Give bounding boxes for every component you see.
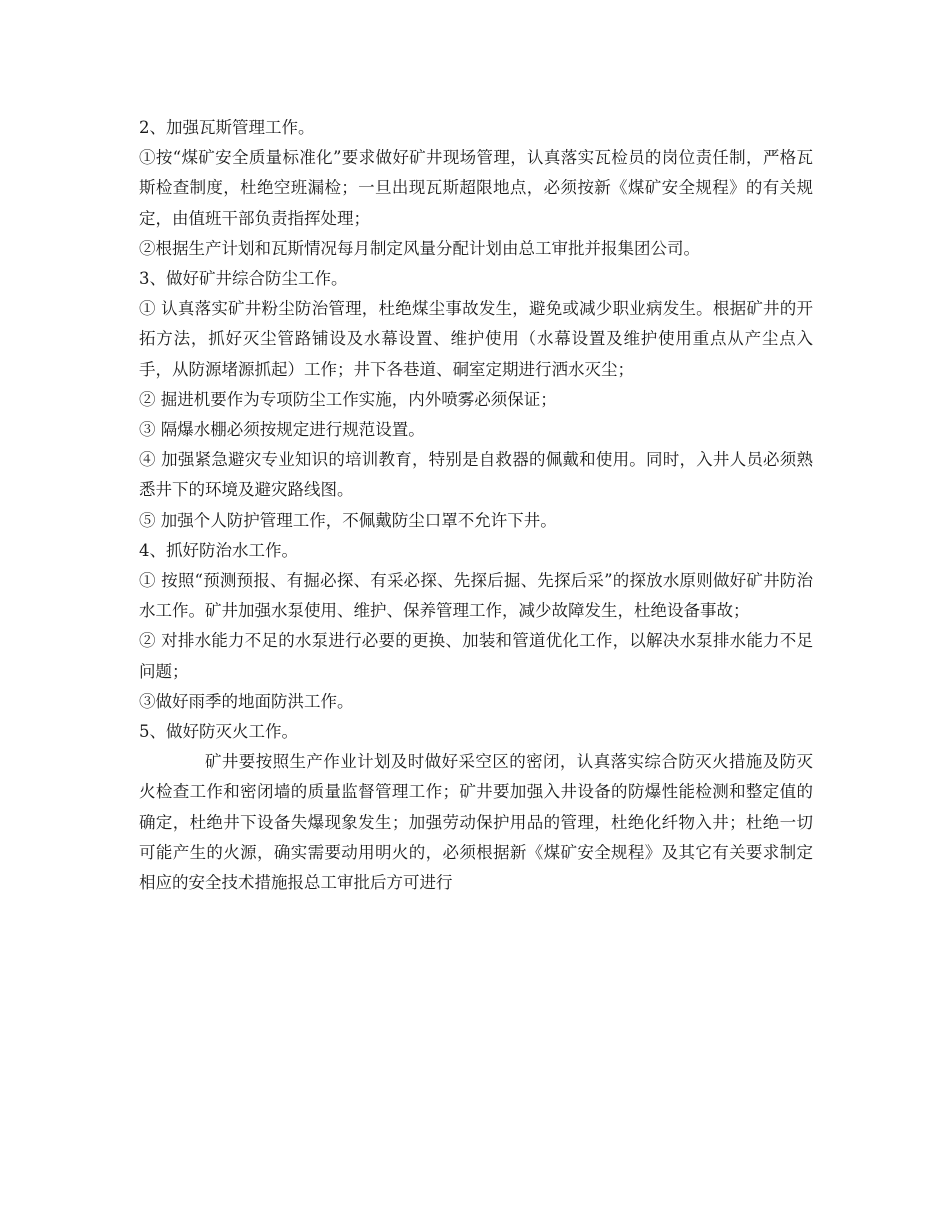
paragraph-fire-1: 矿井要按照生产作业计划及时做好采空区的密闭，认真落实综合防灭火措施及防灭火检查工作和密闭墙的质量监督管理工作；矿井要加强入井设备的防爆性能检测和整定值的确定，杜绝井下设备失爆现象发生；加强劳动保护用品的管理，杜绝化纤物入井；杜绝一切可能产生的火源，确实需要动用明火的，必须根据新《煤矿安全规程》及其它有关要求制定相应的安全技术措施报总工审批后方可进行 xyxy=(139,752,813,893)
paragraph-water-2: ② 对排水能力不足的水泵进行必要的更换、加装和管道优化工作，以解决水泵排水能力不足问题； xyxy=(139,631,813,681)
paragraph-dust-1: ① 认真落实矿井粉尘防治管理，杜绝煤尘事故发生，避免或减少职业病发生。根据矿井的开拓方法，抓好灭尘管路铺设及水幕设置、维护使用（水幕设置及维护使用重点从产尘点入手，从防源堵源抓起）工作；井下各巷道、硐室定期进行洒水灭尘； xyxy=(139,299,813,379)
section-heading-3: 3、做好矿井综合防尘工作。 xyxy=(139,269,348,289)
paragraph-dust-2: ② 掘进机要作为专项防尘工作实施，内外喷雾必须保证； xyxy=(139,389,557,409)
paragraph-dust-5: ⑤ 加强个人防护管理工作，不佩戴防尘口罩不允许下井。 xyxy=(139,510,557,530)
section-heading-4: 4、抓好防治水工作。 xyxy=(139,540,298,560)
paragraph-gas-1: ①按“煤矿安全质量标准化”要求做好矿井现场管理，认真落实瓦检员的岗位责任制，严格瓦斯检查制度，杜绝空班漏检；一旦出现瓦斯超限地点，必须按新《煤矿安全规程》的有关规定，由值班干部负责指挥处理； xyxy=(139,148,813,228)
paragraph-gas-2: ②根据生产计划和瓦斯情况每月制定风量分配计划由总工审批并报集团公司。 xyxy=(139,238,700,258)
paragraph-dust-4: ④ 加强紧急避灾专业知识的培训教育，特别是自救器的佩戴和使用。同时，入井人员必须熟悉井下的环境及避灾路线图。 xyxy=(139,450,813,500)
paragraph-water-3: ③做好雨季的地面防洪工作。 xyxy=(139,691,354,711)
document-page xyxy=(139,113,813,898)
section-heading-5: 5、做好防灭火工作。 xyxy=(139,722,298,742)
paragraph-water-1: ① 按照“预测预报、有掘必探、有采必探、先探后掘、先探后采”的探放水原则做好矿井防治水工作。矿井加强水泵使用、维护、保养管理工作，减少故障发生，杜绝设备事故； xyxy=(139,571,813,621)
paragraph-dust-3: ③ 隔爆水棚必须按规定进行规范设置。 xyxy=(139,420,425,440)
section-heading-2: 2、加强瓦斯管理工作。 xyxy=(139,118,315,137)
